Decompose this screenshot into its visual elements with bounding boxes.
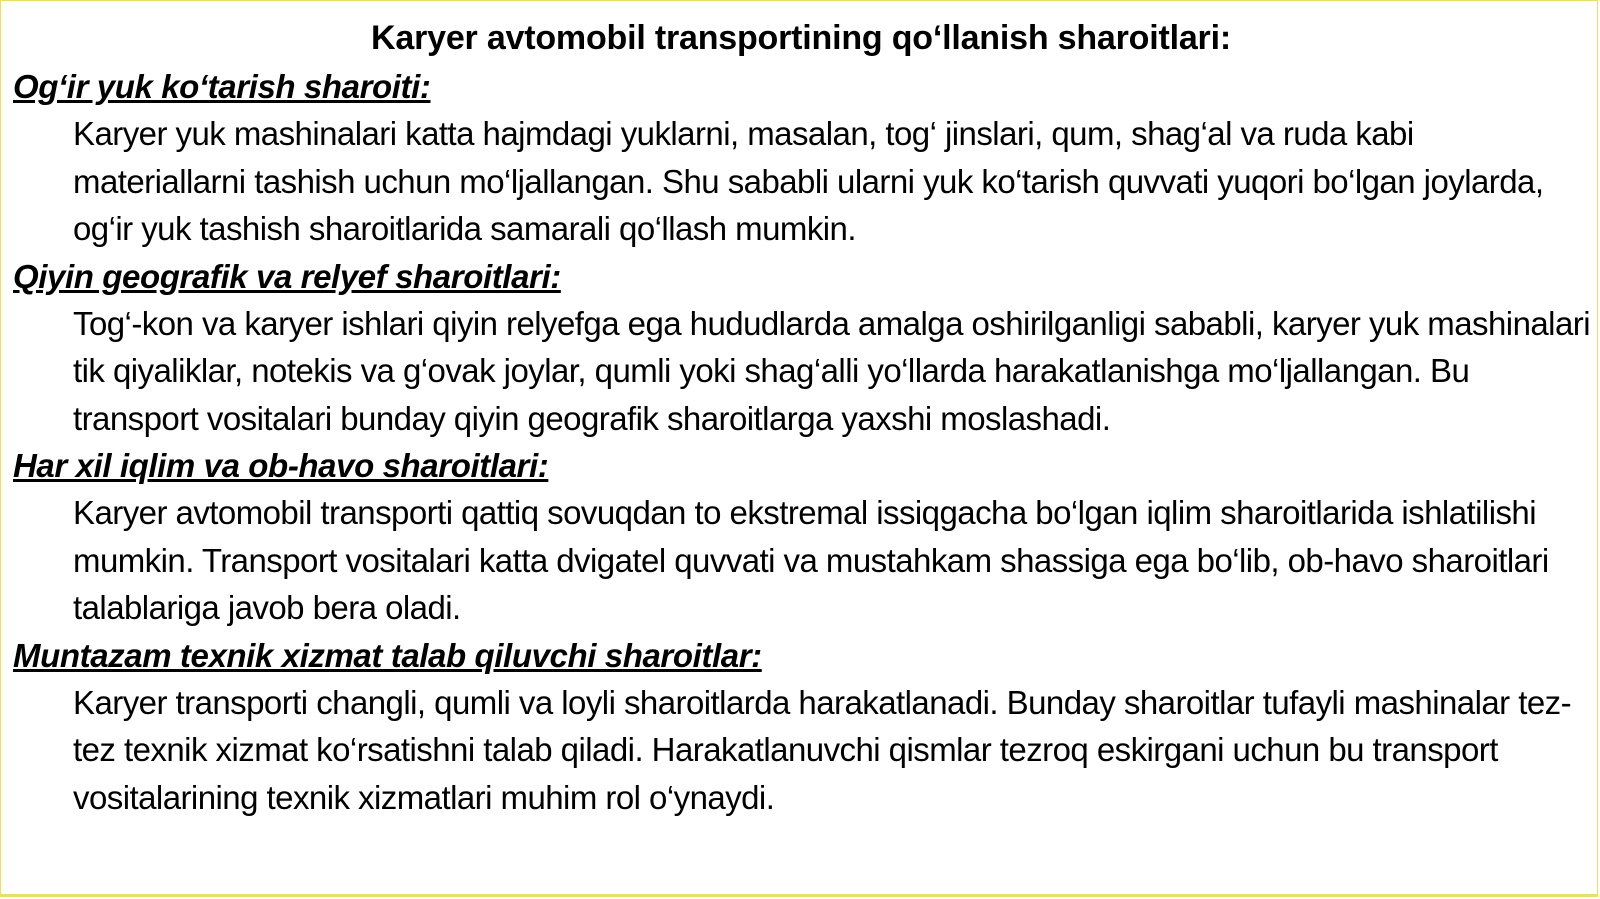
section-heading: Og‘ir yuk ko‘tarish sharoiti: (13, 68, 431, 105)
content (13, 63, 1593, 821)
page-title: Karyer avtomobil transportining qo‘llanish sharoitlari: (371, 19, 1231, 57)
section-heading: Har xil iqlim va ob-havo sharoitlari: (13, 447, 549, 484)
section-heavy-load (13, 63, 1593, 253)
section-paragraph: Karyer transporti changli, qumli va loyli sharoitlarda harakatlanadi. Bunday sharoitlar tufayli mashinalar tez-tez texnik xizmat ko‘rsatishni talab qiladi. Harakatlanuvchi qismlar tezroq eskirgani uchun bu transport vositalarining texnik xizmatlari muhim rol o‘ynaydi. (73, 683, 1572, 816)
section-paragraph: Tog‘-kon va karyer ishlari qiyin relyefga ega hududlarda amalga oshirilganligi sababli, karyer yuk mashinalari tik qiyaliklar, notekis va g‘ovak joylar, qumli yoki shag‘alli yo‘llarda harakatlanishga mo‘ljallangan. Bu transport vositalari bunday qiyin geografik sharoitlarga yaxshi moslashadi. (73, 304, 1590, 437)
section-terrain (13, 253, 1593, 443)
section-heading: Qiyin geografik va relyef sharoitlari: (13, 257, 561, 295)
section-climate (13, 442, 1593, 632)
section-maintenance (13, 632, 1593, 822)
section-heading: Muntazam texnik xizmat talab qiluvchi sharoitlar: (13, 636, 762, 674)
section-paragraph: Karyer yuk mashinalari katta hajmdagi yuklarni, masalan, tog‘ jinslari, qum, shag‘al va ruda kabi materiallarni tashish uchun mo‘ljallangan. Shu sababli ularni yuk ko‘tarish quvvati yuqori bo‘lgan joylarda, og‘ir yuk tashish sharoitlarida samarali qo‘llash mumkin. (73, 115, 1544, 247)
section-paragraph: Karyer avtomobil transporti qattiq sovuqdan to ekstremal issiqgacha bo‘lgan iqlim sharoitlarida ishlatilishi mumkin. Transport vositalari katta dvigatel quvvati va mustahkam shassiga ega bo‘lib, ob-havo sharoitlari talablariga javob bera oladi. (73, 494, 1549, 626)
